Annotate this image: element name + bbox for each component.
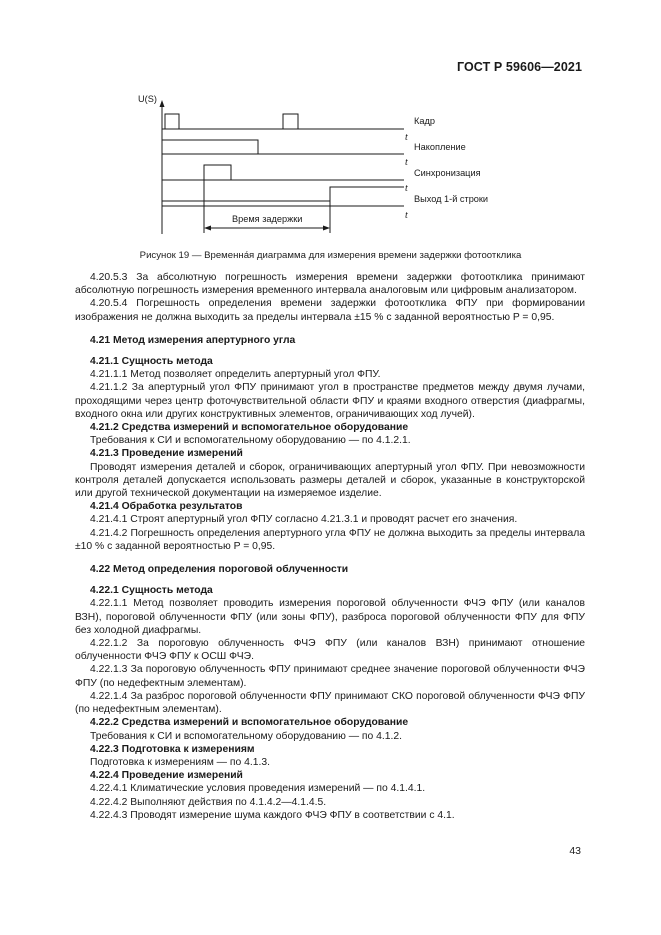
time-label-3: t <box>405 183 408 194</box>
page-number: 43 <box>569 845 581 857</box>
time-label-4: t <box>405 210 408 221</box>
paragraph: 4.21.1.2 За апертурный угол ФПУ принимают угол в пространстве предметов между двумя лучами, проходящими через центр фоточувствительной области ФПУ и краями входного отверстия (диафрагмы, входного окна или других конструктивных элементов, ограничивающих ход лучей). <box>75 382 585 420</box>
subsection-heading: 4.21.4 Обработка результатов <box>90 501 243 513</box>
standard-number: ГОСТ Р 59606—2021 <box>456 60 582 74</box>
signal-accumulation <box>162 140 258 154</box>
paragraph: Требования к СИ и вспомогательному оборудованию — по 4.1.2.1. <box>90 435 411 447</box>
paragraph: 4.22.1.4 За разброс пороговой облученности ФПУ принимают СКО пороговой облученности ФЧЭ ФПУ (по недефектным элементам). <box>75 690 585 716</box>
time-label-2: t <box>405 157 408 168</box>
paragraph: 4.20.5.3 За абсолютную погрешность измерения времени задержки фотоотклика принимают абсолютную погрешность измерения временного интервала аналоговым или цифровым анализатором. <box>75 272 585 297</box>
paragraph: 4.20.5.4 Погрешность определения времени задержки фотоотклика ФПУ при формировании изображения не должна выходить за пределы интервала ±15 % с заданной вероятностью P = 0,95. <box>75 298 585 323</box>
paragraph: Подготовка к измерениям — по 4.1.3. <box>90 756 271 768</box>
subsection-heading: 4.22.3 Подготовка к измерениям <box>90 743 255 755</box>
y-axis-arrow <box>160 100 165 107</box>
paragraph: 4.22.1.2 За пороговую облученность ФЧЭ ФПУ (или каналов ВЗН) принимают отношение облученности ФЧЭ ФПУ к ОСШ ФЧЭ. <box>75 638 585 663</box>
paragraph: Проводят измерения деталей и сборок, ограничивающих апертурный угол ФПУ. При невозможности контроля деталей допускается использовать размеры деталей и сборок, указанные в конструкторской или другой технической документации на измеряемое изделие. <box>75 461 585 500</box>
paragraph: 4.22.4.3 Проводят измерение шума каждого ФЧЭ ФПУ в соответствии с 4.1. <box>90 809 455 821</box>
time-label-1: t <box>405 132 408 143</box>
paragraph: 4.22.1.1 Метод позволяет проводить измерения пороговой облученности ФЧЭ ФПУ (или каналов ВЗН), пороговой облученности ФПУ (или зоны ФПУ), разброса пороговой облученности ФПУ для ФПУ без холодной диафрагмы. <box>75 598 585 636</box>
paragraph: Требования к СИ и вспомогательному оборудованию — по 4.1.2. <box>90 730 403 742</box>
section-heading: 4.21 Метод измерения апертурного угла <box>90 334 296 346</box>
signal-label-frame: Кадр <box>414 116 435 126</box>
signal-label-output: Выход 1-й строки <box>414 194 489 204</box>
figure-caption: Рисунок 19 — Временна́я диаграмма для измерения времени задержки фотоотклика <box>139 250 522 261</box>
subsection-heading: 4.21.3 Проведение измерений <box>90 448 243 460</box>
delay-label: Время задержки <box>232 214 303 224</box>
subsection-heading: 4.21.2 Средства измерений и вспомогательное оборудование <box>90 422 409 434</box>
subsection-heading: 4.22.2 Средства измерений и вспомогательное оборудование <box>90 717 409 729</box>
paragraph: 4.21.1.1 Метод позволяет определить апертурный угол ФПУ. <box>90 369 381 381</box>
y-axis-label: U(S) <box>138 94 157 104</box>
timing-diagram <box>0 0 661 250</box>
paragraph: 4.22.4.2 Выполняют действия по 4.1.4.2—4.1.4.5. <box>90 796 327 808</box>
paragraph: 4.21.4.1 Строят апертурный угол ФПУ согласно 4.21.3.1 и проводят расчет его значения. <box>90 514 518 526</box>
section-heading: 4.22 Метод определения пороговой облученности <box>90 564 349 576</box>
signal-sync <box>162 165 231 180</box>
paragraph: 4.22.4.1 Климатические условия проведения измерений — по 4.1.4.1. <box>90 783 426 795</box>
document-body <box>75 271 585 822</box>
paragraph: 4.21.4.2 Погрешность определения апертурного угла ФПУ не должна выходить за пределы интервала ±10 % с заданной вероятностью P = 0,95. <box>75 527 585 552</box>
signal-frame <box>162 114 298 129</box>
paragraph: 4.22.1.3 За пороговую облученность ФПУ принимают среднее значение пороговой облученности ФЧЭ ФПУ (по недефектным элементам). <box>75 664 585 689</box>
subsection-heading: 4.22.4 Проведение измерений <box>90 770 243 782</box>
subsection-heading: 4.21.1 Сущность метода <box>90 356 213 368</box>
signal-label-accumulation: Накопление <box>414 142 466 152</box>
signal-output <box>162 187 404 201</box>
subsection-heading: 4.22.1 Сущность метода <box>90 585 213 597</box>
signal-label-sync: Синхронизация <box>414 168 481 178</box>
